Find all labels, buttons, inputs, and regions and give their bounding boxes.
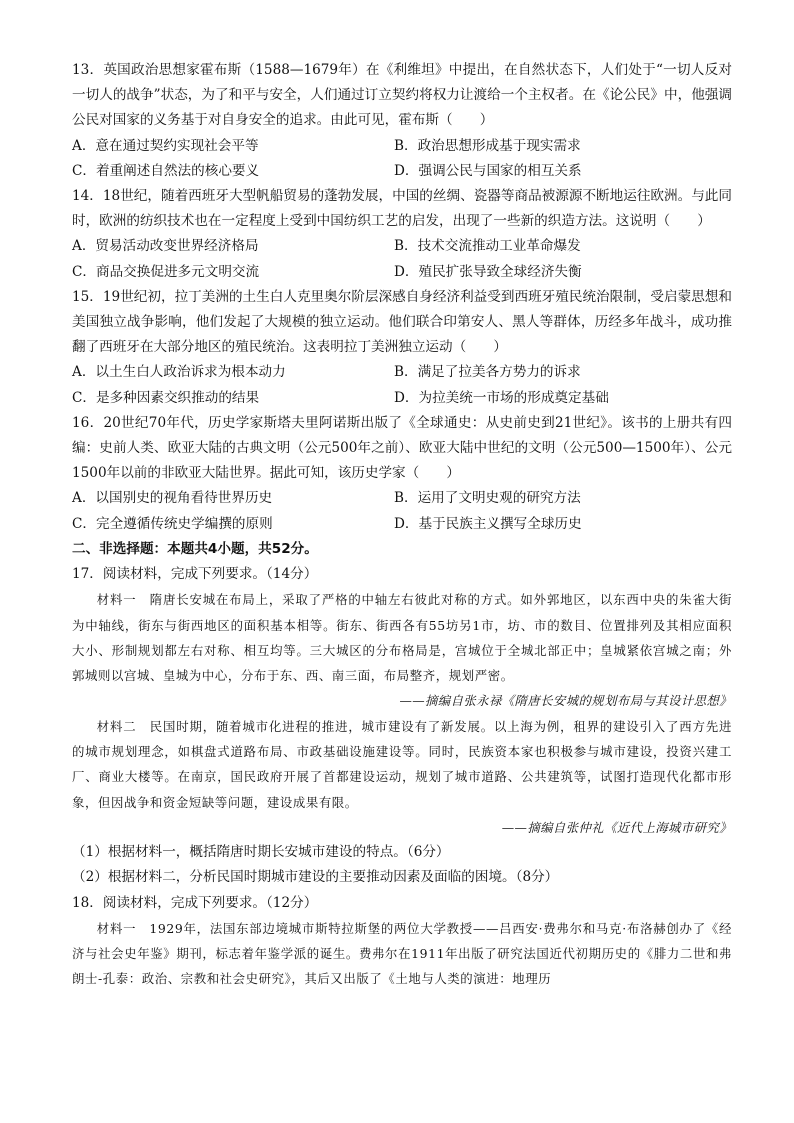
material-two: 材料二 民国时期，随着城市化进程的推进，城市建设有了新发展。以上海为例，租界的建设引入了西方先进的城市规划理念，如棋盘式道路布局、市政基础设施建设等。同时，民族资本家也积极参与城市建设，投资兴建工厂、商业大楼等。在南京，国民政府开展了首都建设运动，规划了城市道路、公共建筑等，试图打造现代化都市形象，但因战争和资金短缺等问题，建设成果有限。 — [72, 718, 732, 810]
option-b[interactable]: B．运用了文明史观的研究方法 — [394, 490, 581, 507]
exam-page — [72, 58, 732, 992]
option-c[interactable]: C．是多种因素交织推动的结果 — [72, 389, 260, 406]
options-row — [72, 512, 732, 537]
requirement-2: （2）根据材料二，分析民国时期城市建设的主要推动因素及面临的困境。（8分） — [72, 869, 559, 886]
option-d[interactable]: D．基于民族主义撰写全球历史 — [394, 515, 582, 532]
option-b[interactable]: B．技术交流推动工业革命爆发 — [394, 238, 581, 255]
options-row — [72, 386, 732, 411]
option-b[interactable]: B．满足了拉美各方势力的诉求 — [394, 364, 581, 381]
options-row — [72, 134, 732, 159]
question-stem: 15．19世纪初，拉丁美洲的土生白人克里奥尔阶层深感自身经济利益受到西班牙殖民统治限制，受启蒙思想和美国独立战争影响，他们发起了大规模的独立运动。他们联合印第安人、黑人等群体，历经多年战斗，成功推翻了西班牙在大部分地区的殖民统治。这表明拉丁美洲独立运动（ ） — [72, 288, 732, 356]
options-row — [72, 260, 732, 285]
option-d[interactable]: D．强调公民与国家的相互关系 — [394, 162, 582, 179]
material-source: ——摘编自张永禄《隋唐长安城的规划布局与其设计思想》 — [399, 693, 732, 709]
question-stem: 16．20世纪70年代，历史学家斯塔夫里阿诺斯出版了《全球通史：从史前史到21世纪》。该书的上册共有四编：史前人类、欧亚大陆的古典文明（公元500年之前）、欧亚大陆中世纪的文明（公元500—1500年）、公元1500年以前的非欧亚大陆世界。据此可知，该历史学家（ ） — [72, 414, 732, 482]
material-one: 材料一 隋唐长安城在布局上，采取了严格的中轴左右彼此对称的方式。如外郭地区，以东西中央的朱雀大街为中轴线，街东与街西地区的面积基本相等。街东、街西各有55坊另1市，坊、市的数目、位置排列及其相应面积大小、形制规划都左右对称、相互均等。三大城区的分布格局是，宫城位于全城北部正中；皇城紧依宫城之南；外郭城则以宫城、皇城为中心，分布于东、西、南三面，布局整齐，规划严密。 — [72, 592, 732, 684]
question-stem: 14．18世纪，随着西班牙大型帆船贸易的蓬勃发展，中国的丝绸、瓷器等商品被源源不断地运往欧洲。与此同时，欧洲的纺织技术也在一定程度上受到中国纺织工艺的启发，出现了一些新的织造方法。这说明（ ） — [72, 188, 732, 230]
option-c[interactable]: C．着重阐述自然法的核心要义 — [72, 162, 260, 179]
question-13 — [72, 58, 732, 184]
question-14 — [72, 184, 732, 285]
options-row — [72, 360, 732, 385]
options-row — [72, 159, 732, 184]
question-18 — [72, 891, 732, 992]
question-stem: 17．阅读材料，完成下列要求。（14分） — [72, 566, 318, 583]
question-stem: 18．阅读材料，完成下列要求。（12分） — [72, 894, 318, 911]
question-16 — [72, 411, 732, 537]
options-row — [72, 234, 732, 259]
option-c[interactable]: C．完全遵循传统史学编撰的原则 — [72, 515, 273, 532]
option-d[interactable]: D．殖民扩张导致全球经济失衡 — [394, 263, 582, 280]
option-c[interactable]: C．商品交换促进多元文明交流 — [72, 263, 260, 280]
requirement-1: （1）根据材料一，概括隋唐时期长安城市建设的特点。（6分） — [72, 844, 450, 861]
question-stem: 13．英国政治思想家霍布斯（1588—1679年）在《利维坦》中提出，在自然状态下，人们处于“一切人反对一切人的战争”状态，为了和平与安全，人们通过订立契约将权力让渡给一个主权者。在《论公民》中，他强调公民对国家的义务基于对自身安全的追求。由此可见，霍布斯（ ） — [72, 62, 732, 129]
option-b[interactable]: B．政治思想形成基于现实需求 — [394, 137, 581, 154]
option-a[interactable]: A．以国别史的视角看待世界历史 — [72, 490, 273, 507]
option-a[interactable]: A．贸易活动改变世界经济格局 — [72, 238, 259, 255]
section-heading: 二、非选择题：本题共4小题，共52分。 — [72, 540, 318, 557]
material-one: 材料一 1929年，法国东部边境城市斯特拉斯堡的两位大学教授——吕西安·费弗尔和马克·布洛赫创办了《经济与社会史年鉴》期刊，标志着年鉴学派的诞生。费弗尔在1911年出版了研究法国近代初期历史的《腓力二世和弗朗士-孔泰：政治、宗教和社会史研究》，其后又出版了《土地与人类的演进：地理历 — [72, 920, 732, 987]
question-17 — [72, 562, 732, 891]
option-d[interactable]: D．为拉美统一市场的形成奠定基础 — [394, 389, 609, 406]
question-15 — [72, 285, 732, 411]
material-source: ——摘编自张仲礼《近代上海城市研究》 — [501, 819, 732, 835]
option-a[interactable]: A．以土生白人政治诉求为根本动力 — [72, 364, 286, 381]
option-a[interactable]: A．意在通过契约实现社会平等 — [72, 137, 259, 154]
options-row — [72, 486, 732, 511]
